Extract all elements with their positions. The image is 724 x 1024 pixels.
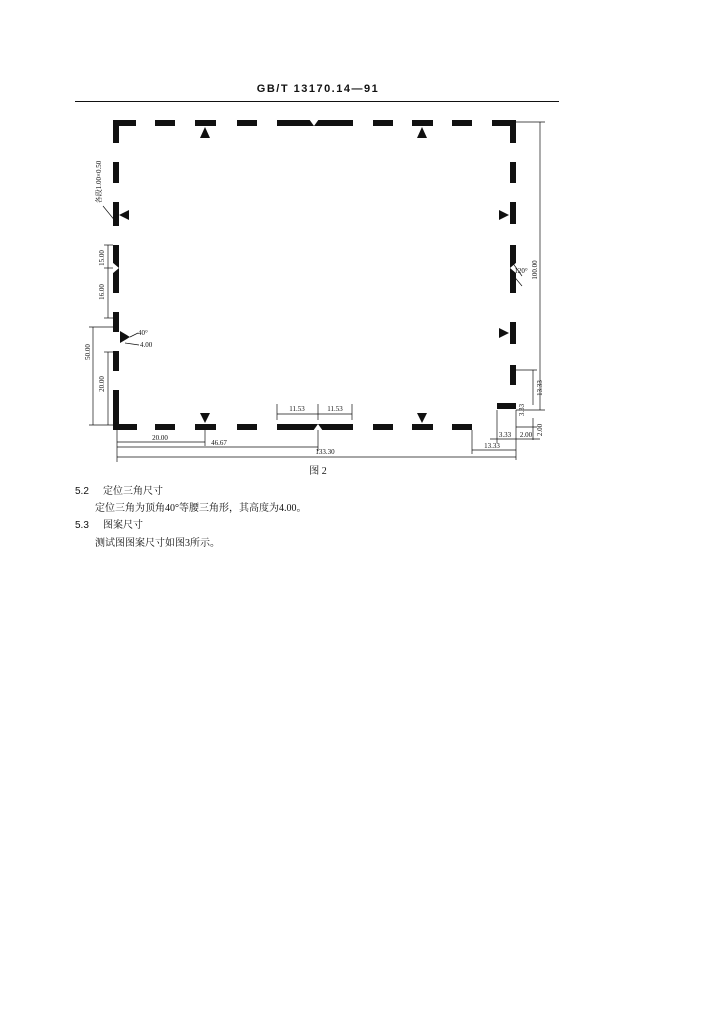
label-dash-spec: 各段1.00×0.50 [95, 160, 103, 204]
frame-dash [113, 120, 119, 143]
label-left-total: 50.00 [84, 344, 92, 360]
frame-bottom-edge [113, 424, 472, 430]
label-bottom-mid: 46.67 [211, 439, 227, 447]
frame-dash [195, 424, 216, 430]
label-bottom-total: 133.30 [315, 448, 335, 456]
frame-dash [155, 424, 175, 430]
triangle-40deg-detail [120, 331, 130, 343]
frame-dash [237, 120, 257, 126]
triangle-bottom-left-marker [200, 413, 210, 423]
label-corner-gap: 2.00 [519, 431, 533, 439]
frame-dash [113, 351, 119, 371]
label-corner-width: 3.33 [498, 431, 512, 439]
label-left-notch-lower: 16.00 [98, 284, 106, 300]
frame-dash [113, 424, 137, 430]
label-notch-angle: 120° [514, 267, 528, 275]
frame-dash [373, 120, 393, 126]
figure-2-drawing [0, 0, 724, 480]
section-heading [75, 516, 143, 531]
section-body: 测试图图案尺寸如图3所示。 [95, 538, 220, 549]
section-title: 图案尺寸 [103, 520, 143, 531]
label-left-notch-upper: 15.00 [98, 250, 106, 266]
frame-dash [412, 424, 433, 430]
section-title: 定位三角尺寸 [103, 486, 163, 497]
triangle-top-right-marker [417, 127, 427, 138]
frame-dash [113, 202, 119, 226]
frame-dash [510, 120, 516, 143]
leader-4mm [125, 343, 139, 345]
triangle-bottom-right-marker [417, 413, 427, 423]
frame-dash [510, 162, 516, 183]
triangle-right-upper-marker [499, 210, 509, 220]
leader-40deg [130, 333, 138, 337]
label-center-seg-left: 11.53 [289, 405, 305, 413]
frame-left-edge [113, 120, 119, 430]
frame-dash [237, 424, 257, 430]
section-body: 定位三角为顶角40°等腰三角形，其高度为4.00。 [95, 503, 307, 514]
label-right-small: 3.33 [518, 403, 526, 417]
frame-dash [113, 312, 119, 332]
frame-dash [412, 120, 433, 126]
label-bottom-right-offset: 13.33 [484, 442, 500, 450]
frame-dash [510, 322, 516, 344]
label-bottom-left: 20.00 [152, 434, 168, 442]
dimension-lines [89, 122, 545, 462]
label-triangle-height: 4.00 [140, 341, 153, 349]
frame-dash [452, 424, 472, 430]
label-right-step: 13.33 [536, 380, 544, 396]
frame-dash [452, 120, 472, 126]
page-header-standard-number: GB/T 13170.14—91 [256, 83, 380, 95]
frame-dash [510, 365, 516, 385]
label-left-lower: 20.00 [98, 376, 106, 392]
triangle-top-left-marker [200, 127, 210, 138]
label-center-seg-right: 11.53 [327, 405, 343, 413]
frame-dash [195, 120, 216, 126]
frame-dash [373, 424, 393, 430]
section-number: 5.2 [75, 486, 89, 497]
dimension-labels [84, 160, 544, 456]
frame-dash [510, 202, 516, 224]
frame-notches [112, 119, 517, 431]
section-heading [75, 482, 163, 497]
frame-dash [113, 162, 119, 183]
frame-right-edge [497, 120, 516, 409]
locating-triangles [119, 127, 509, 423]
section-number: 5.3 [75, 520, 89, 531]
triangle-left-marker [119, 210, 129, 220]
label-right-height: 100.00 [531, 260, 539, 280]
label-right-bottom: 2.00 [536, 423, 544, 437]
triangle-right-lower-marker [499, 328, 509, 338]
frame-corner-step [497, 403, 516, 409]
figure-caption: 图 2 [309, 466, 327, 477]
frame-dash [155, 120, 175, 126]
label-triangle-angle: 40° [138, 329, 148, 337]
